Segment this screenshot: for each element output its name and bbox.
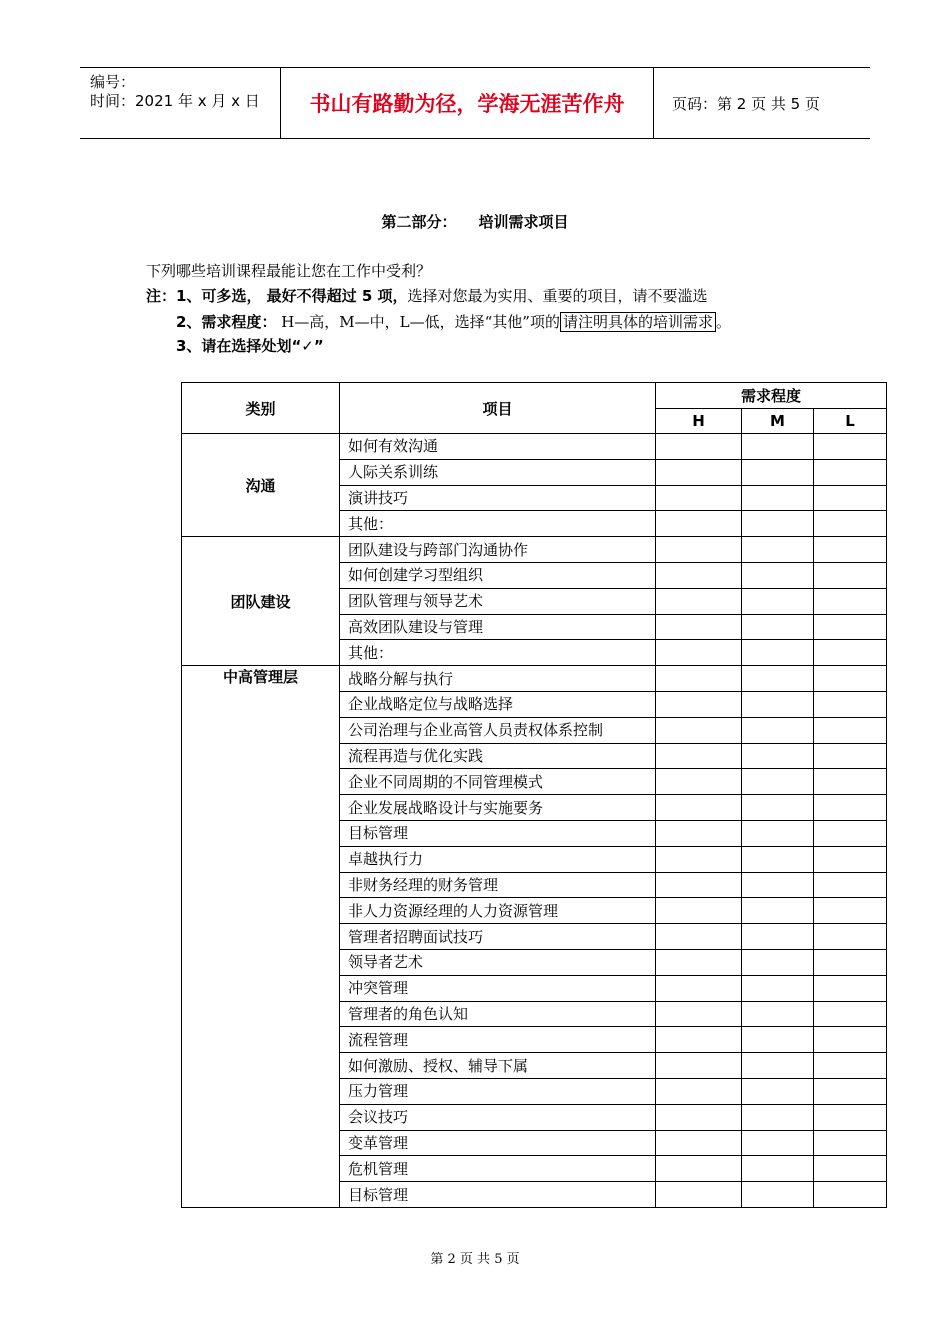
item-cell: 非人力资源经理的人力资源管理 [340, 898, 656, 924]
demand-l-checkbox-cell[interactable] [814, 434, 887, 460]
demand-l-checkbox-cell[interactable] [814, 588, 887, 614]
demand-m-checkbox-cell[interactable] [742, 898, 814, 924]
item-cell: 企业战略定位与战略选择 [340, 691, 656, 717]
item-cell: 公司治理与企业高管人员责权体系控制 [340, 717, 656, 743]
demand-h-checkbox-cell[interactable] [656, 1078, 742, 1104]
intro-note2 [176, 311, 731, 332]
table-body [182, 434, 887, 1208]
demand-m-checkbox-cell[interactable] [742, 872, 814, 898]
intro-note3 [176, 335, 324, 356]
demand-h-checkbox-cell[interactable] [656, 898, 742, 924]
item-cell: 目标管理 [340, 820, 656, 846]
item-cell: 领导者艺术 [340, 949, 656, 975]
demand-l-checkbox-cell[interactable] [814, 846, 887, 872]
table-row [182, 434, 887, 460]
demand-h-checkbox-cell[interactable] [656, 562, 742, 588]
demand-h-checkbox-cell[interactable] [656, 1104, 742, 1130]
demand-h-checkbox-cell[interactable] [656, 846, 742, 872]
note2-prefix: 2、需求程度： [176, 313, 277, 331]
demand-h-checkbox-cell[interactable] [656, 1027, 742, 1053]
demand-m-checkbox-cell[interactable] [742, 846, 814, 872]
note2-end: 。 [715, 313, 731, 331]
demand-m-checkbox-cell[interactable] [742, 485, 814, 511]
demand-h-checkbox-cell[interactable] [656, 640, 742, 666]
demand-l-checkbox-cell[interactable] [814, 1001, 887, 1027]
demand-h-checkbox-cell[interactable] [656, 691, 742, 717]
number-label: 编号： [90, 73, 136, 91]
item-cell: 非财务经理的财务管理 [340, 872, 656, 898]
demand-l-checkbox-cell[interactable] [814, 614, 887, 640]
demand-m-checkbox-cell[interactable] [742, 975, 814, 1001]
demand-m-checkbox-cell[interactable] [742, 1053, 814, 1079]
demand-m-checkbox-cell[interactable] [742, 1130, 814, 1156]
demand-m-checkbox-cell[interactable] [742, 795, 814, 821]
note1-prefix: 注：1、可多选， 最好不得超过 5 项， [146, 287, 408, 305]
header-demand: 需求程度 [656, 383, 887, 409]
demand-m-checkbox-cell[interactable] [742, 1156, 814, 1182]
category-cell: 团队建设 [182, 537, 340, 666]
item-cell: 战略分解与执行 [340, 666, 656, 692]
demand-m-checkbox-cell[interactable] [742, 691, 814, 717]
demand-m-checkbox-cell[interactable] [742, 1027, 814, 1053]
demand-m-checkbox-cell[interactable] [742, 820, 814, 846]
demand-h-checkbox-cell[interactable] [656, 975, 742, 1001]
demand-l-checkbox-cell[interactable] [814, 769, 887, 795]
demand-l-checkbox-cell[interactable] [814, 820, 887, 846]
item-cell: 危机管理 [340, 1156, 656, 1182]
item-cell: 企业不同周期的不同管理模式 [340, 769, 656, 795]
header-motto: 书山有路勤为径，学海无涯苦作舟 [280, 68, 654, 138]
demand-m-checkbox-cell[interactable] [742, 511, 814, 537]
demand-h-checkbox-cell[interactable] [656, 717, 742, 743]
demand-l-checkbox-cell[interactable] [814, 898, 887, 924]
demand-h-checkbox-cell[interactable] [656, 1053, 742, 1079]
demand-l-checkbox-cell[interactable] [814, 537, 887, 563]
demand-h-checkbox-cell[interactable] [656, 795, 742, 821]
demand-h-checkbox-cell[interactable] [656, 511, 742, 537]
note1-rest: 选择对您最为实用、重要的项目，请不要滥选 [407, 287, 708, 305]
demand-l-checkbox-cell[interactable] [814, 666, 887, 692]
item-cell: 演讲技巧 [340, 485, 656, 511]
demand-h-checkbox-cell[interactable] [656, 1130, 742, 1156]
demand-h-checkbox-cell[interactable] [656, 743, 742, 769]
table-row [182, 666, 887, 692]
demand-m-checkbox-cell[interactable] [742, 537, 814, 563]
header-category: 类别 [182, 383, 340, 434]
demand-m-checkbox-cell[interactable] [742, 769, 814, 795]
note2-boxed: 请注明具体的培训需求 [560, 312, 716, 332]
demand-m-checkbox-cell[interactable] [742, 666, 814, 692]
demand-m-checkbox-cell[interactable] [742, 743, 814, 769]
demand-l-checkbox-cell[interactable] [814, 872, 887, 898]
demand-h-checkbox-cell[interactable] [656, 666, 742, 692]
item-cell: 如何创建学习型组织 [340, 562, 656, 588]
demand-h-checkbox-cell[interactable] [656, 614, 742, 640]
document-header [80, 67, 870, 139]
item-cell: 团队管理与领导艺术 [340, 588, 656, 614]
section-title [0, 211, 950, 232]
item-cell: 流程再造与优化实践 [340, 743, 656, 769]
demand-m-checkbox-cell[interactable] [742, 434, 814, 460]
demand-m-checkbox-cell[interactable] [742, 1182, 814, 1208]
demand-l-checkbox-cell[interactable] [814, 1078, 887, 1104]
header-level-l: L [814, 408, 887, 434]
category-cell: 中高管理层 [182, 666, 340, 1208]
item-cell: 变革管理 [340, 1130, 656, 1156]
demand-h-checkbox-cell[interactable] [656, 949, 742, 975]
item-cell: 卓越执行力 [340, 846, 656, 872]
demand-l-checkbox-cell[interactable] [814, 562, 887, 588]
demand-h-checkbox-cell[interactable] [656, 434, 742, 460]
item-cell: 企业发展战略设计与实施要务 [340, 795, 656, 821]
intro-question: 下列哪些培训课程最能让您在工作中受利？ [146, 262, 432, 280]
demand-m-checkbox-cell[interactable] [742, 614, 814, 640]
item-cell: 如何激励、授权、辅导下属 [340, 1053, 656, 1079]
item-cell: 其他： [340, 511, 656, 537]
header-page-code [662, 68, 870, 138]
demand-l-checkbox-cell[interactable] [814, 1027, 887, 1053]
page-code-text: 页码：第 2 页 共 5 页 [672, 94, 820, 113]
item-cell: 如何有效沟通 [340, 434, 656, 460]
item-cell: 管理者招聘面试技巧 [340, 924, 656, 950]
item-cell: 人际关系训练 [340, 459, 656, 485]
demand-h-checkbox-cell[interactable] [656, 769, 742, 795]
demand-l-checkbox-cell[interactable] [814, 1130, 887, 1156]
item-cell: 会议技巧 [340, 1104, 656, 1130]
demand-l-checkbox-cell[interactable] [814, 924, 887, 950]
item-cell: 流程管理 [340, 1027, 656, 1053]
demand-m-checkbox-cell[interactable] [742, 640, 814, 666]
demand-h-checkbox-cell[interactable] [656, 537, 742, 563]
demand-m-checkbox-cell[interactable] [742, 924, 814, 950]
header-level-m: M [742, 408, 814, 434]
demand-l-checkbox-cell[interactable] [814, 511, 887, 537]
demand-h-checkbox-cell[interactable] [656, 1182, 742, 1208]
item-cell: 目标管理 [340, 1182, 656, 1208]
demand-m-checkbox-cell[interactable] [742, 717, 814, 743]
demand-l-checkbox-cell[interactable] [814, 975, 887, 1001]
demand-m-checkbox-cell[interactable] [742, 588, 814, 614]
demand-l-checkbox-cell[interactable] [814, 717, 887, 743]
demand-h-checkbox-cell[interactable] [656, 588, 742, 614]
header-level-h: H [656, 408, 742, 434]
demand-l-checkbox-cell[interactable] [814, 691, 887, 717]
page-footer: 第 2 页 共 5 页 [430, 1252, 520, 1267]
demand-h-checkbox-cell[interactable] [656, 1156, 742, 1182]
item-cell: 冲突管理 [340, 975, 656, 1001]
demand-l-checkbox-cell[interactable] [814, 459, 887, 485]
demand-l-checkbox-cell[interactable] [814, 1182, 887, 1208]
section-part: 第二部分： [381, 213, 457, 231]
note3-text: 3、请在选择处划“✓” [176, 337, 324, 355]
demand-l-checkbox-cell[interactable] [814, 1156, 887, 1182]
header-meta [80, 68, 280, 138]
demand-h-checkbox-cell[interactable] [656, 1001, 742, 1027]
demand-m-checkbox-cell[interactable] [742, 1104, 814, 1130]
demand-m-checkbox-cell[interactable] [742, 459, 814, 485]
note2-rest: H—高，M—中，L—低，选择“其他”项的 [276, 313, 560, 331]
training-needs-table [181, 382, 887, 1208]
section-name: 培训需求项目 [478, 213, 569, 231]
demand-l-checkbox-cell[interactable] [814, 795, 887, 821]
demand-l-checkbox-cell[interactable] [814, 640, 887, 666]
demand-l-checkbox-cell[interactable] [814, 949, 887, 975]
demand-h-checkbox-cell[interactable] [656, 820, 742, 846]
demand-m-checkbox-cell[interactable] [742, 562, 814, 588]
item-cell: 高效团队建设与管理 [340, 614, 656, 640]
item-cell: 压力管理 [340, 1078, 656, 1104]
demand-h-checkbox-cell[interactable] [656, 459, 742, 485]
header-item: 项目 [340, 383, 656, 434]
table-row [182, 537, 887, 563]
time-label: 时间：2021 年 x 月 x 日 [90, 92, 260, 110]
demand-l-checkbox-cell[interactable] [814, 1053, 887, 1079]
item-cell: 团队建设与跨部门沟通协作 [340, 537, 656, 563]
demand-h-checkbox-cell[interactable] [656, 872, 742, 898]
item-cell: 管理者的角色认知 [340, 1001, 656, 1027]
demand-m-checkbox-cell[interactable] [742, 1078, 814, 1104]
demand-l-checkbox-cell[interactable] [814, 1104, 887, 1130]
item-cell: 其他： [340, 640, 656, 666]
intro-note1 [146, 285, 708, 306]
demand-h-checkbox-cell[interactable] [656, 485, 742, 511]
demand-l-checkbox-cell[interactable] [814, 485, 887, 511]
demand-m-checkbox-cell[interactable] [742, 1001, 814, 1027]
demand-l-checkbox-cell[interactable] [814, 743, 887, 769]
demand-m-checkbox-cell[interactable] [742, 949, 814, 975]
demand-h-checkbox-cell[interactable] [656, 924, 742, 950]
category-cell: 沟通 [182, 434, 340, 537]
